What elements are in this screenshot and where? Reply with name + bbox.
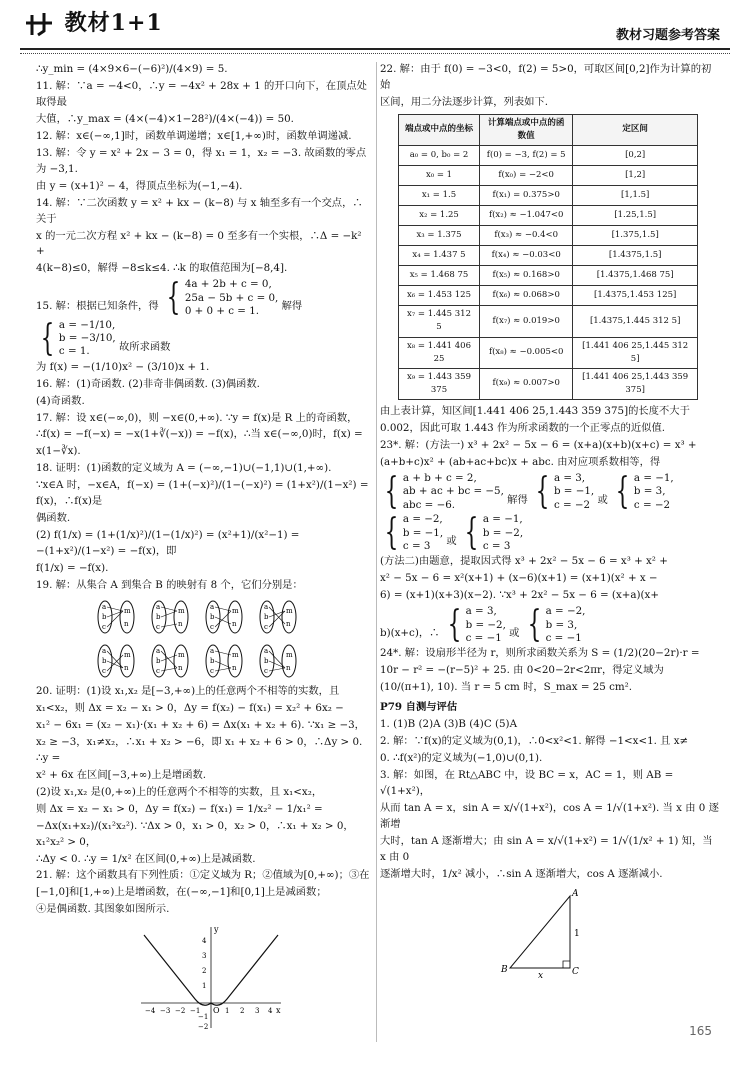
p79-answer-3-line1: 3. 解：如图，在 Rt△ABC 中，设 BC = x，AC = 1，则 AB = √(1+x²)， [380, 768, 674, 797]
answer-14-line1: 14. 解：∵二次函数 y = x² + kx − (k−8) 与 x 轴至多有一个交点，∴关于 [36, 196, 363, 225]
table-row [399, 306, 698, 337]
equation-line: a + b + c = 2, [402, 472, 477, 485]
graph-xtick: 2 [240, 1007, 245, 1016]
answer-11-line1: 11. 解：∵a = −4<0，∴y = −4x² + 28x + 1 的开口向下，在顶点处取得最 [36, 79, 367, 108]
answer-23-line5: 6) = (x+1)(x+3)(x−2). ∵x³ + 2x² − 5x − 6 = (x+a)(x+ [380, 589, 659, 602]
equation-line: b = 3, [545, 618, 578, 631]
graph-xtick: 4 [268, 1007, 273, 1016]
graph-x-label: x [276, 1006, 281, 1016]
answer-20-line6: (2)设 x₁,x₂ 是(0,+∞)上的任意两个不相等的实数，且 x₁<x₂， [36, 785, 323, 798]
page-header [0, 0, 750, 52]
answer-14-line2: x 的一元二次方程 x² + kx − (k−8) = 0 至多有一个实根，∴Δ = −k² + [36, 229, 362, 258]
svg-text:b: b [264, 656, 269, 665]
column-divider [376, 62, 377, 1042]
table-header: 定区间 [573, 114, 698, 145]
vertex-b-label: B [501, 964, 508, 975]
equation-line: b = −1, [553, 485, 595, 498]
equation-line: c = 3 [402, 539, 431, 552]
logo [22, 6, 163, 39]
answer-20-line2: x₁<x₂，则 Δx = x₂ − x₁ > 0，Δy = f(x₂) − f(x₁) = x₂² + 6x₂ − [36, 701, 344, 714]
page-number: 165 [689, 1024, 712, 1038]
table-header-row [399, 114, 698, 145]
p79-answer-1: 1. (1)B (2)A (3)B (4)C (5)A [380, 718, 518, 731]
table-row [399, 266, 698, 286]
svg-text:b: b [210, 612, 215, 621]
side-ac-label: 1 [574, 928, 580, 939]
answer-18-line4: (2) f(1/x) = (1+(1/x)²)/(1−(1/x)²) = (x²+1)/(x²−1) = −(1+x²)/(1−x²) = −f(x)，即 [36, 529, 300, 558]
equation-line: 25a − 5b + c = 0, [184, 291, 279, 304]
mapping-diagrams [96, 598, 316, 680]
table-cell: f(x₃) ≈ −0.4<0 [480, 226, 573, 246]
answer-20-line4: x₂ ≥ −3，x₁≠x₂，∴x₁ + x₂ > −6，即 x₁ + x₂ + 6 > 0，∴Δy > 0. ∴y = [36, 735, 363, 764]
or-text: 或 [446, 535, 457, 548]
table-cell: [1.441 406 25,1.445 312 5] [573, 337, 698, 368]
answer-18-line2: ∵x∈A 时，−x∈A，f(−x) = (1+(−x)²)/(1−(−x)²) = (1+x²)/(1−x²) = f(x)，∴f(x)是 [36, 479, 369, 508]
answer-21-line3: ④是偶函数. 其图象如图所示. [36, 903, 170, 916]
mapping-diagram [204, 598, 244, 636]
table-cell: f(x₄) ≈ −0.03<0 [480, 246, 573, 266]
answer-20-line5: x² + 6x 在区间[−3,+∞)上是增函数. [36, 768, 207, 781]
answer-24-line1: 24*. 解：设扇形半径为 r，则所求函数关系为 S = (1/2)(20−2r)·r = [380, 647, 700, 660]
graph-ytick: 3 [202, 952, 207, 961]
svg-text:m: m [178, 650, 185, 659]
p79-answer-2-line1: 2. 解：∵f(x)的定义域为(0,1)，∴0<x²<1. 解得 −1<x<1. 且 x≠ [380, 735, 689, 748]
answer-24-line3: (10/(π+1), 10). 当 r = 5 cm 时，S_max = 25 cm². [380, 681, 633, 694]
answer-11-line2: 大值，∴y_max = (4×(−4)×1−28²)/(4×(−4)) = 50. [36, 112, 294, 125]
logo-text: 教材1+1 [64, 10, 163, 36]
solve-text: 解得 [507, 494, 528, 507]
equation-system: { a + b + c = 2, ab + ac + bc = −5, abc = −6. [384, 471, 504, 513]
svg-text:c: c [210, 622, 214, 631]
table-cell: x₄ = 1.437 5 [399, 246, 480, 266]
answer-23-systems-row1 [380, 472, 720, 512]
answer-15-result: 为 f(x) = −(1/10)x² − (3/10)x + 1. [36, 360, 210, 373]
svg-text:n: n [178, 619, 183, 628]
vertex-a-label: A [572, 888, 579, 899]
vertex-c-label: C [572, 966, 579, 977]
svg-text:c: c [264, 666, 268, 675]
answer-22-line3: 由上表计算，知区间[1.441 406 25,1.443 359 375]的长度不大于 [380, 405, 690, 418]
answer-15-system [36, 278, 372, 358]
svg-text:a: a [102, 602, 107, 611]
header-title: 教材习题参考答案 [615, 28, 720, 43]
equation-line: 4a + 2b + c = 0, [184, 278, 272, 291]
answer-18-line1: 18. 证明：(1)函数的定义域为 A = (−∞,−1)∪(−1,1)∪(1,+∞). [36, 462, 332, 475]
logo-icon [22, 9, 56, 39]
svg-text:b: b [264, 612, 269, 621]
table-cell: x₂ = 1.25 [399, 206, 480, 226]
equation-line: 0 + 0 + c = 1. [184, 305, 260, 318]
table-cell: f(x₁) = 0.375>0 [480, 186, 573, 206]
equation-line: a = −1, [482, 513, 523, 526]
equation-line: ab + ac + bc = −5, [402, 485, 504, 498]
svg-text:c: c [156, 666, 160, 675]
answer-15-mid: 解得 [281, 300, 303, 313]
graph-xtick: −4 [145, 1007, 156, 1016]
svg-text:b: b [210, 656, 215, 665]
answer-23-line4: x² − 5x − 6 = x²(x+1) + (x−6)(x+1) = (x+1)(x² + x − [380, 572, 658, 585]
svg-text:m: m [232, 606, 239, 615]
equation-line: a = −2, [402, 513, 443, 526]
answer-15-tail: 故所求函数 [118, 340, 171, 353]
answer-12: 12. 解：x∈(−∞,1]时，函数单调递增；x∈[1,+∞)时，函数单调递减. [36, 129, 352, 142]
svg-text:c: c [102, 666, 106, 675]
equation-line: b = −2, [465, 618, 506, 631]
graph-origin-label: O [213, 1006, 220, 1016]
mapping-diagram [150, 598, 190, 636]
svg-text:a: a [264, 646, 269, 655]
left-column [36, 62, 372, 1039]
answer-23-line2: (a+b+c)x² + (ab+ac+bc)x + abc. 由对应项系数相等，得 [380, 456, 661, 469]
table-cell: f(x₆) ≈ 0.068>0 [480, 286, 573, 306]
solution-system: { a = −2, b = 3, c = −1 [527, 604, 586, 646]
svg-text:c: c [102, 622, 106, 631]
answer-17-line2: ∴f(x) = −f(−x) = −x(1+∛(−x)) = −f(x)，∴当 x∈(−∞,0)时，f(x) = [36, 428, 363, 441]
answer-23-line6: b)(x+c)，∴ [380, 627, 440, 640]
table-cell: f(x₉) ≈ 0.007>0 [480, 368, 573, 399]
answer-19: 19. 解：从集合 A 到集合 B 的映射有 8 个，它们分别是： [36, 579, 303, 592]
equation-system: { 4a + 2b + c = 0, 25a − 5b + c = 0, 0 + 0 + c = 1. [166, 277, 279, 319]
header-rule-dotted [20, 53, 730, 54]
table-cell: [1,1.5] [573, 186, 698, 206]
table-row [399, 226, 698, 246]
table-cell: x₆ = 1.453 125 [399, 286, 480, 306]
table-row [399, 246, 698, 266]
table-cell: [1.4375,1.5] [573, 246, 698, 266]
svg-text:a: a [210, 602, 215, 611]
svg-text:n: n [124, 619, 129, 628]
mapping-diagram [96, 598, 136, 636]
equation-line: a = 3, [465, 605, 497, 618]
equation-line: a = −2, [545, 605, 586, 618]
svg-text:a: a [156, 602, 161, 611]
answer-18-line5: f(1/x) = −f(x). [36, 562, 109, 575]
svg-text:m: m [178, 606, 185, 615]
section-heading: P79 自测与评估 [380, 701, 458, 714]
answer-20-line8: −Δx(x₁+x₂)/(x₁²x₂²). ∵Δx > 0，x₁ > 0，x₂ > 0，∴x₁ + x₂ > 0，x₁²x₂² > 0， [36, 819, 354, 848]
table-cell: [1.441 406 25,1.443 359 375] [573, 368, 698, 399]
svg-text:m: m [232, 650, 239, 659]
table-header: 端点或中点的坐标 [399, 114, 480, 145]
answer-18-line3: 偶函数. [36, 512, 71, 525]
svg-text:n: n [232, 619, 237, 628]
table-cell: x₈ = 1.441 406 25 [399, 337, 480, 368]
svg-text:a: a [210, 646, 215, 655]
function-graph [136, 923, 286, 1033]
or-text: 或 [509, 627, 520, 640]
table-cell: [1.4375,1.468 75] [573, 266, 698, 286]
answer-20-line9: ∴Δy < 0. ∴y = 1/x² 在区间(0,+∞)上是减函数. [36, 852, 256, 865]
table-cell: x₉ = 1.443 359 375 [399, 368, 480, 399]
equation-line: b = −2, [482, 526, 524, 539]
graph-ytick: −1 [198, 1013, 209, 1022]
answer-20-line7: 则 Δx = x₂ − x₁ > 0，Δy = f(x₂) − f(x₁) = 1/x₂² − 1/x₁² = [36, 802, 323, 815]
equation-line: b = 3, [633, 485, 666, 498]
answer-16-line2: (4)奇函数. [36, 394, 85, 407]
table-cell: [1.25,1.5] [573, 206, 698, 226]
solution-system: { a = −2, b = −1, c = 3 [384, 512, 444, 554]
side-bc-label: x [538, 970, 544, 978]
answer-23-line3: (方法二)由题意，提取因式得 x³ + 2x² − 5x − 6 = x³ + x² + [380, 555, 668, 568]
answer-17-line3: x(1−∛x). [36, 445, 81, 458]
solution-system: { a = 3, b = −1, c = −2 [535, 471, 595, 513]
graph-ytick: 2 [202, 967, 207, 976]
svg-text:a: a [264, 602, 269, 611]
equation-line: c = 1. [58, 345, 90, 358]
graph-xtick: 3 [255, 1007, 260, 1016]
answer-24-line2: 10r − r² = −(r−5)² + 25. 由 0<20−2r<2πr，得定义域为 [380, 664, 664, 677]
or-text: 或 [597, 494, 608, 507]
mapping-diagram [258, 598, 298, 636]
svg-text:b: b [102, 656, 107, 665]
equation-line: a = 3, [553, 472, 586, 485]
graph-y-label: y [214, 925, 219, 935]
table-header: 计算端点或中点的函数值 [480, 114, 573, 145]
graph-ytick: −2 [198, 1023, 209, 1032]
answer-21-line1: 21. 解：这个函数具有下列性质：①定义域为 R；②值域为[0,+∞)；③在 [36, 869, 370, 882]
p79-answer-3-line4: 逐渐增大时，1/x² 减小，∴sin A 逐渐增大，cos A 逐渐减小. [380, 867, 663, 880]
svg-text:n: n [286, 663, 291, 672]
graph-xtick: −2 [175, 1007, 186, 1016]
equation-line: a = −1, [633, 472, 674, 485]
header-rule [20, 48, 730, 50]
table-row [399, 146, 698, 166]
answer-13-line1: 13. 解：令 y = x² + 2x − 3 = 0，得 x₁ = 1，x₂ = −3. 故函数的零点为 −3,1. [36, 146, 367, 175]
svg-text:m: m [286, 606, 293, 615]
right-column [380, 62, 720, 984]
equation-line: a = −1/10, [58, 318, 116, 331]
answer-23-line1: 23*. 解：(方法一) x³ + 2x² − 5x − 6 = (x+a)(x+b)(x+c) = x³ + [380, 439, 697, 452]
svg-text:m: m [124, 606, 131, 615]
mapping-diagram [204, 642, 244, 680]
equation-line: c = −2 [633, 498, 671, 511]
svg-text:n: n [178, 663, 183, 672]
p79-answer-3-line3: 大时，tan A 逐渐增大；由 sin A = x/√(1+x²) = 1/√(1/x² + 1) 知，当 x 由 0 [380, 834, 713, 863]
answer-22-line1: 22. 解：由于 f(0) = −3<0，f(2) = 5>0，可取区间[0,2]作为计算的初始 [380, 63, 712, 91]
answer-13-line2: 由 y = (x+1)² − 4，得顶点坐标为(−1,−4). [36, 179, 243, 192]
table-row [399, 206, 698, 226]
svg-text:m: m [286, 650, 293, 659]
svg-text:n: n [232, 663, 237, 672]
table-row [399, 166, 698, 186]
table-row [399, 337, 698, 368]
answer-15-lead: 15. 解：根据已知条件，得 [36, 300, 159, 313]
graph-ytick: 4 [202, 937, 207, 946]
answer-23-systems-row3 [380, 605, 720, 645]
table-cell: f(0) = −3, f(2) = 5 [480, 146, 573, 166]
svg-text:c: c [156, 622, 160, 631]
table-row [399, 286, 698, 306]
mapping-diagram [258, 642, 298, 680]
svg-text:c: c [264, 622, 268, 631]
answer-16-line1: 16. 解：(1)奇函数. (2)非奇非偶函数. (3)偶函数. [36, 377, 260, 390]
svg-text:b: b [156, 656, 161, 665]
table-cell: x₀ = 1 [399, 166, 480, 186]
table-cell: [1.375,1.5] [573, 226, 698, 246]
graph-ytick: 1 [202, 982, 207, 991]
equation-line: b = −1, [402, 526, 444, 539]
table-cell: x₁ = 1.5 [399, 186, 480, 206]
equation-line: abc = −6. [402, 498, 456, 511]
table-cell: f(x₂) ≈ −1.047<0 [480, 206, 573, 226]
svg-text:m: m [124, 650, 131, 659]
answer-23-systems-row2 [380, 513, 720, 553]
graph-xtick: 1 [225, 1007, 230, 1016]
solution-system: { a = −1/10, b = −3/10, c = 1. [40, 317, 116, 359]
equation-line: c = −1 [465, 631, 502, 644]
answer-10-tail: ∴y_min = (4×9×6−(−6)²)/(4×9) = 5. [36, 63, 228, 75]
equation-line: b = −3/10, [58, 331, 116, 344]
svg-text:c: c [210, 666, 214, 675]
solution-system: { a = −1, b = −2, c = 3 [464, 512, 524, 554]
equation-line: c = −1 [545, 631, 582, 644]
svg-text:n: n [124, 663, 129, 672]
svg-text:a: a [156, 646, 161, 655]
table-cell: x₃ = 1.375 [399, 226, 480, 246]
p79-answer-2-line2: 0. ∴f(x²)的定义域为(−1,0)∪(0,1). [380, 752, 543, 764]
answer-17-line1: 17. 解：设 x∈(−∞,0)，则 −x∈(0,+∞). ∵y = f(x)是 R 上的奇函数， [36, 411, 358, 424]
table-cell: [1.4375,1.445 312 5] [573, 306, 698, 337]
equation-line: c = −2 [553, 498, 591, 511]
svg-text:b: b [102, 612, 107, 621]
table-cell: [0,2] [573, 146, 698, 166]
equation-line: c = 3 [482, 539, 511, 552]
graph-xtick: −3 [160, 1007, 171, 1016]
table-cell: f(x₈) ≈ −0.005<0 [480, 337, 573, 368]
table-cell: [1.4375,1.453 125] [573, 286, 698, 306]
answer-14-line3: 4(k−8)≤0，解得 −8≤k≤4. ∴k 的取值范围为[−8,4]. [36, 262, 288, 275]
svg-text:a: a [102, 646, 107, 655]
bisection-table [398, 114, 698, 400]
answer-22-line2: 区间，用二分法逐步计算，列表如下. [380, 95, 549, 108]
answer-21-line2: [−1,0]和[1,+∞)上是增函数，在(−∞,−1]和[0,1]上是减函数； [36, 886, 327, 899]
p79-answer-3-line2: 从而 tan A = x，sin A = x/√(1+x²)，cos A = 1/√(1+x²). 当 x 由 0 逐渐增 [380, 801, 719, 830]
table-cell: f(x₅) ≈ 0.168>0 [480, 266, 573, 286]
solution-system: { a = 3, b = −2, c = −1 [447, 604, 506, 646]
table-cell: f(x₇) ≈ 0.019>0 [480, 306, 573, 337]
answer-20-line1: 20. 证明：(1)设 x₁,x₂ 是[−3,+∞)上的任意两个不相等的实数，且 [36, 684, 340, 697]
solution-system: { a = −1, b = 3, c = −2 [615, 471, 674, 513]
svg-text:b: b [156, 612, 161, 621]
table-cell: a₀ = 0, b₀ = 2 [399, 146, 480, 166]
graph-xtick: −1 [190, 1007, 201, 1016]
table-row [399, 186, 698, 206]
table-cell: x₇ = 1.445 312 5 [399, 306, 480, 337]
answer-20-line3: x₁² − 6x₁ = (x₂ − x₁)·(x₁ + x₂ + 6) = Δx(x₁ + x₂ + 6). ∵x₁ ≥ −3， [36, 718, 365, 731]
table-cell: [1,2] [573, 166, 698, 186]
table-cell: x₅ = 1.468 75 [399, 266, 480, 286]
svg-text:n: n [286, 619, 291, 628]
right-triangle-figure [500, 888, 600, 978]
table-row [399, 368, 698, 399]
table-cell: f(x₀) = −2<0 [480, 166, 573, 186]
mapping-diagram [150, 642, 190, 680]
mapping-diagram [96, 642, 136, 680]
answer-22-line4: 0.002，因此可取 1.443 作为所求函数的一个正零点的近似值. [380, 422, 666, 435]
